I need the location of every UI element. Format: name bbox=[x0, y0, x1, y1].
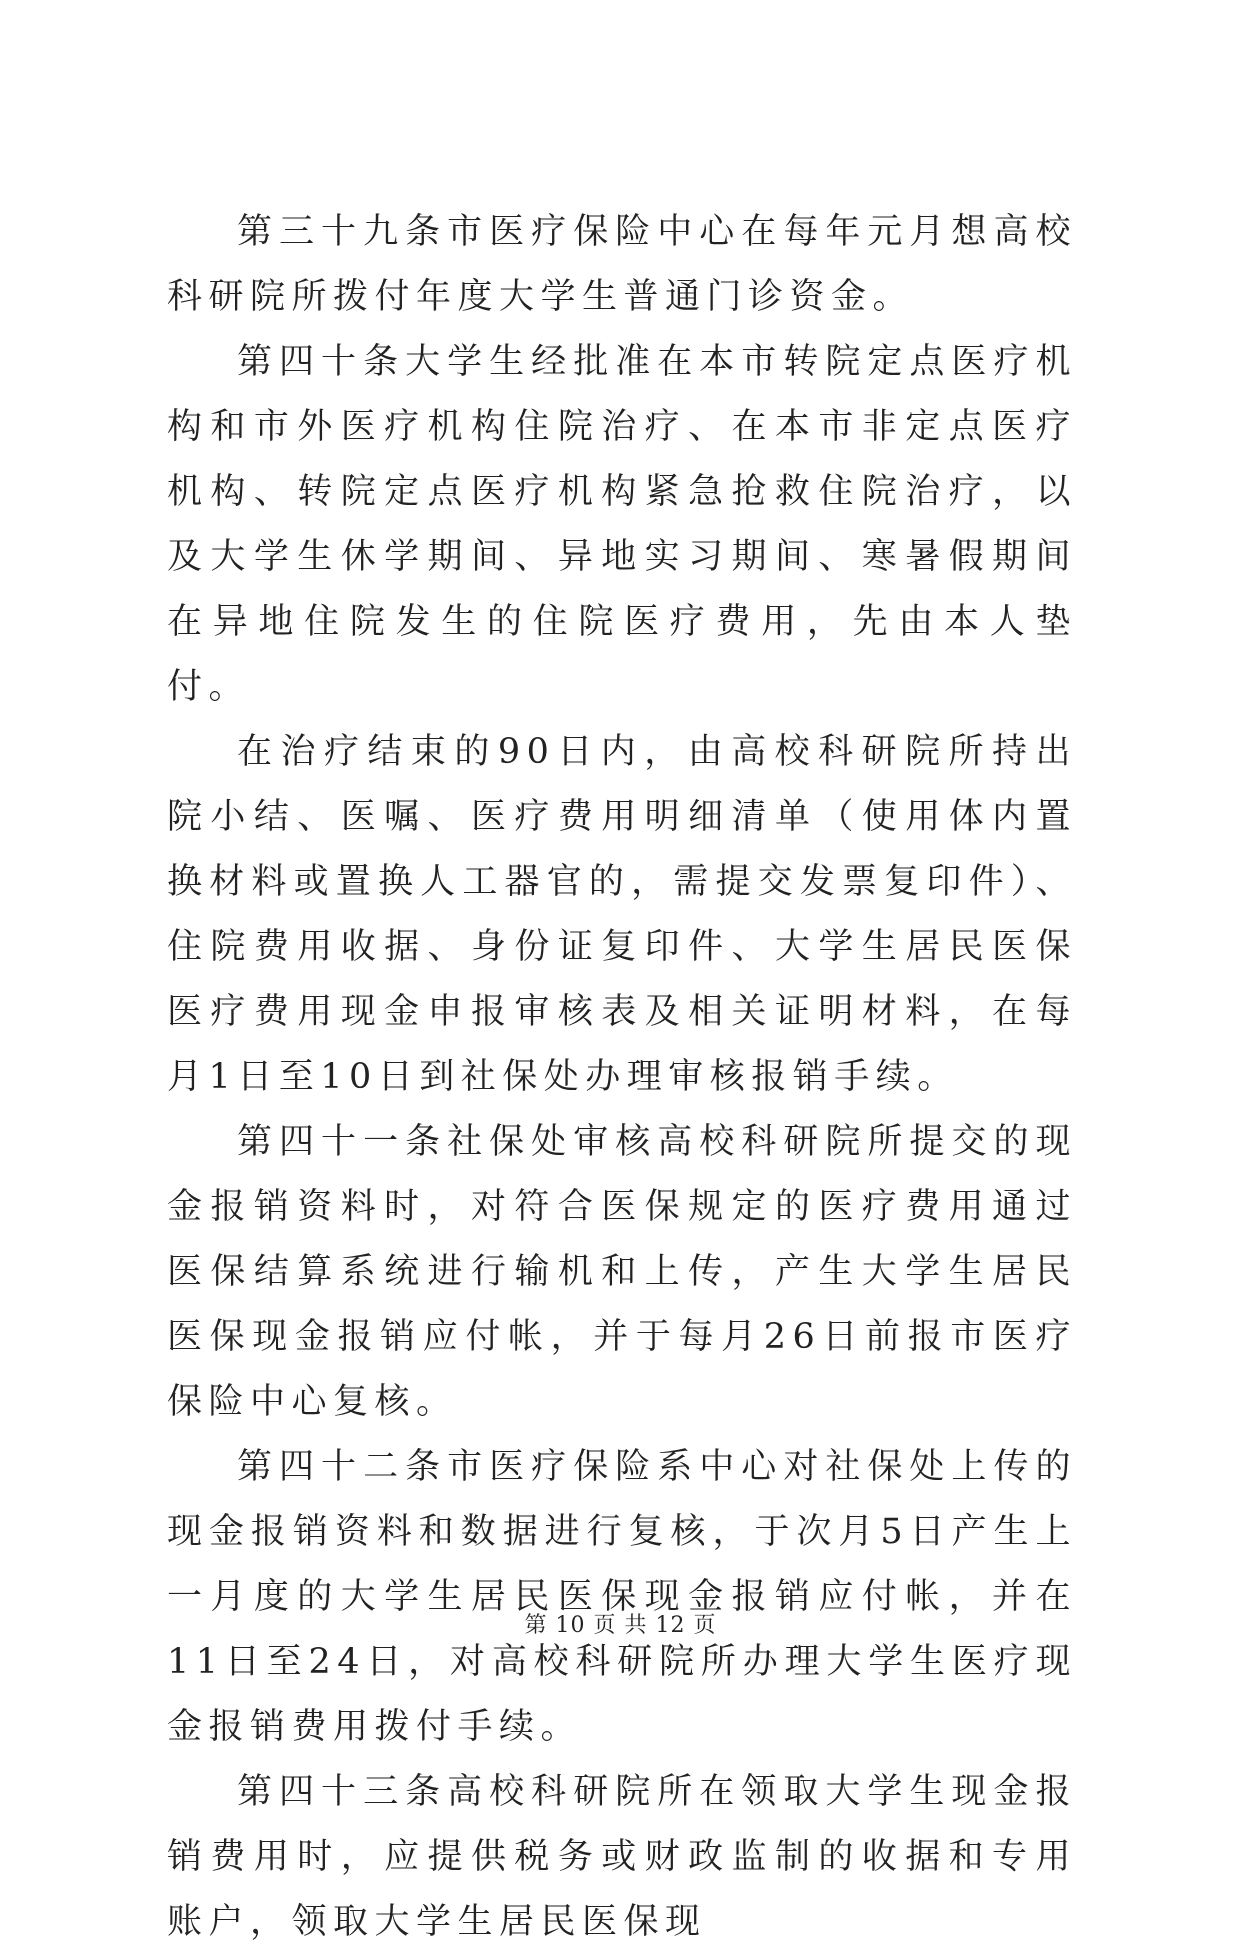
paragraph-article-40-procedure: 在治疗结束的90日内，由高校科研院所持出院小结、医嘱、医疗费用明细清单（使用体内置换材料或置换人工器官的，需提交发票复印件）、住院费用收据、身份证复印件、大学生居民医保医疗费用现金申报审核表及相关证明材料，在每月1日至10日到社保处办理审核报销手续。 bbox=[167, 732, 1077, 1097]
paragraph-article-39: 第三十九条市医疗保险中心在每年元月想高校科研院所拨付年度大学生普通门诊资金。 bbox=[167, 212, 1077, 317]
paragraph-article-42: 第四十二条市医疗保险系中心对社保处上传的现金报销资料和数据进行复核，于次月5日产生上一月度的大学生居民医保现金报销应付帐，并在11日至24日，对高校科研院所办理大学生医疗现金报销费用拨付手续。 bbox=[167, 1447, 1077, 1747]
paragraph-article-40: 第四十条大学生经批准在本市转院定点医疗机构和市外医疗机构住院治疗、在本市非定点医疗机构、转院定点医疗机构紧急抢救住院治疗，以及大学生休学期间、异地实习期间、寒暑假期间在异地住院发生的住院医疗费用，先由本人垫付。 bbox=[167, 342, 1077, 707]
document-body bbox=[167, 200, 1077, 1955]
paragraph-article-43: 第四十三条高校科研院所在领取大学生现金报销费用时，应提供税务或财政监制的收据和专用账户，领取大学生居民医保现 bbox=[167, 1772, 1077, 1942]
paragraph-article-41: 第四十一条社保处审核高校科研院所提交的现金报销资料时，对符合医保规定的医疗费用通过医保结算系统进行输机和上传，产生大学生居民医保现金报销应付帐，并于每月26日前报市医疗保险中心复核。 bbox=[167, 1122, 1077, 1422]
page-footer: 第 10 页 共 12 页 bbox=[524, 1613, 717, 1638]
